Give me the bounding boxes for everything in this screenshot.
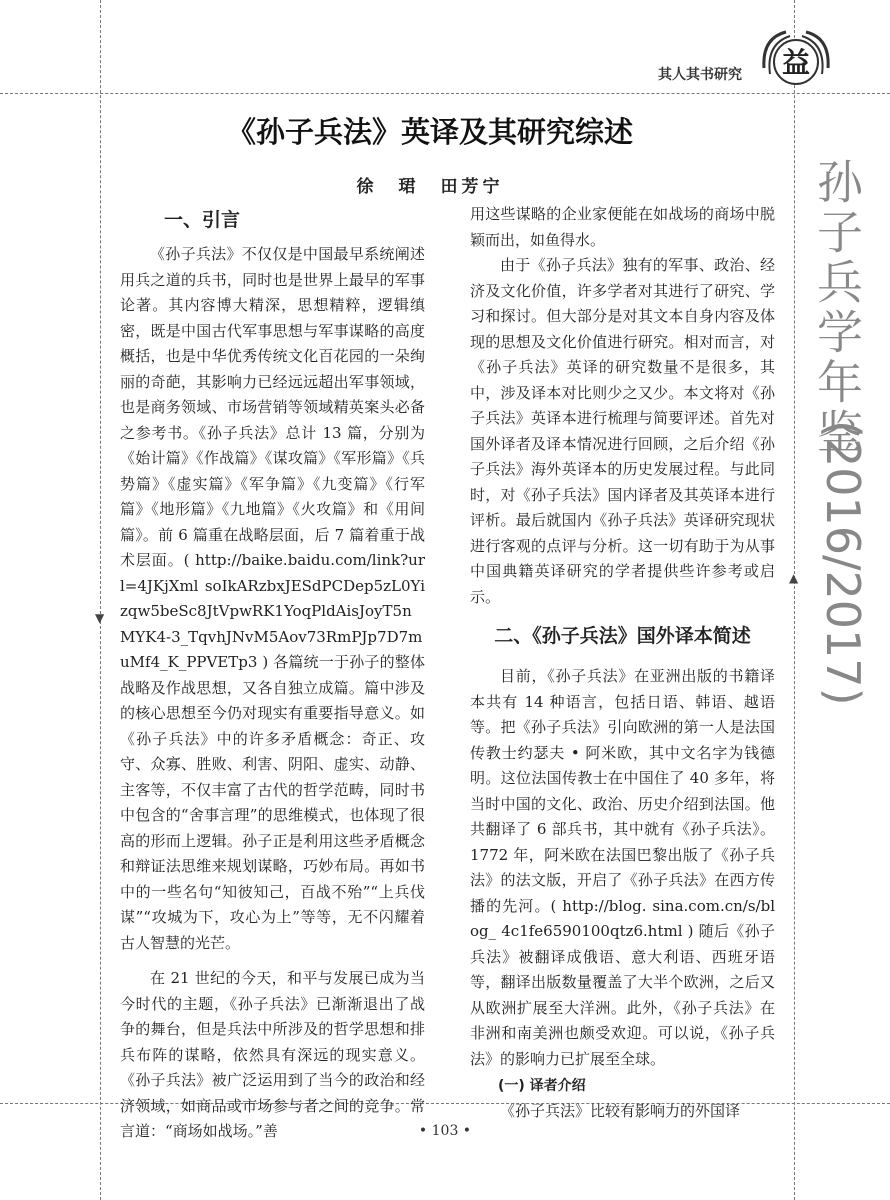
article-authors: 徐 珺 田芳宁 [356, 177, 504, 197]
section-heading-foreign-translations: 二、《孙子兵法》国外译本简述 [494, 625, 751, 647]
running-header: 其人其书研究 [658, 67, 742, 83]
left-column [120, 206, 425, 1140]
yearbook-vertical-year: (2016/2017) [816, 420, 870, 706]
section-heading-introduction: 一、引言 [164, 209, 241, 231]
article-title: 《孙子兵法》英译及其研究综述 [226, 115, 633, 149]
page-number: • 103 • [418, 1123, 472, 1139]
body-paragraph: 《孙子兵法》不仅仅是中国最早系统阐述用兵之道的兵书，同时也是世界上最早的军事论著。其内容博大精深，思想精粹，逻辑缜密，既是中国古代军事思想与军事谋略的高度概括，也是中华优秀传统文化百花园的一朵绚丽的奇葩，其影响力已经远远超出军事领域，也是商务领域、市场营销等领域精英案头必备之参考书。《孙子兵法》总计 13 篇，分别为《始计篇》《作战篇》《谋攻篇》《军形篇》《兵势篇》《虚实篇》《军争篇》《九变篇》《行军篇》《地形篇》《九地篇》《火攻篇》和《用间篇》。前 6 篇重在战略层面，后 7 篇着重于战术层面。( http://baike.baidu.com/link?url=4JKjXml soIkARzbxJESdPCDep5zL0Yizqw5beSc8JtVpwRK1YoqPldAisJoyT5nMYK4-3_TqvhJNvM5Aov73RmPJp7D7muMf4_K_PPVETp3 ) 各篇统一于孙子的整体战略及作战思想，又各自独立成篇。篇中涉及的核心思想至今仍对现实有重要指导意义。如《孙子兵法》中的许多矛盾概念：奇正、攻守、众寡、胜败、利害、阴阳、虚实、动静、主客等，不仅丰富了古代的哲学范畴，同时书中包含的“舍事言理”的思维模式，也体现了很高的形而上逻辑。孙子正是利用这些矛盾概念和辩证法思维来规划谋略，巧妙布局。再如书中的一些名句“知彼知己，百战不殆”“上兵伐谋”“攻城为下，攻心为上”等等，无不闪耀着古人智慧的光芒。 [120, 245, 425, 952]
right-dashed-rule [794, 0, 795, 1200]
right-column [470, 202, 775, 1120]
journal-logo-icon [756, 22, 836, 102]
subsection-heading-translators: (一) 译者介绍 [498, 1078, 586, 1094]
body-paragraph: 用这些谋略的企业家便能在如战场的商场中脱颖而出，如鱼得水。 [470, 205, 775, 249]
body-paragraph: 由于《孙子兵法》独有的军事、政治、经济及文化价值，许多学者对其进行了研究、学习和探讨。但大部分是对其文本自身内容及体现的思想及文化价值进行研究。相对而言，对《孙子兵法》英译的研究数量不是很多，其中，涉及译本对比则少之又少。本文将对《孙子兵法》英译本进行梳理与简要评述。首先对国外译者及译本情况进行回顾，之后介绍《孙子兵法》海外英译本的历史发展过程。与此同时，对《孙子兵法》国内译者及其英译本进行评析。最后就国内《孙子兵法》英译研究现状进行客观的点评与分析。这一切有助于为从事中国典籍英译研究的学者提供些许参考或启示。 [470, 256, 775, 606]
yearbook-vertical-title: 孙子兵学年鉴 [810, 158, 864, 458]
body-paragraph: 在 21 世纪的今天，和平与发展已成为当今时代的主题，《孙子兵法》已渐渐退出了战争的舞台，但是兵法中所涉及的哲学思想和排兵布阵的谋略，依然具有深远的现实意义。《孙子兵法》被广泛运用到了当今的政治和经济领域，如商品或市场参与者之间的竞争。常言道：“商场如战场。”善 [120, 969, 425, 1140]
left-margin-arrow-icon: ▼ [95, 611, 105, 625]
left-dashed-rule [100, 0, 101, 1200]
body-paragraph: 《孙子兵法》比较有影响力的外国译 [500, 1102, 741, 1120]
logo-character: 益 [781, 46, 811, 79]
right-margin-arrow-icon: ▲ [789, 571, 799, 585]
body-paragraph: 目前，《孙子兵法》在亚洲出版的书籍译本共有 14 种语言，包括日语、韩语、越语等。把《孙子兵法》引向欧洲的第一人是法国传教士约瑟夫 • 阿米欧，其中文名字为钱德明。这位法国传教士在中国住了 40 多年，将当时中国的文化、政治、历史介绍到法国。他共翻译了 6 部兵书，其中就有《孙子兵法》。1772 年，阿米欧在法国巴黎出版了《孙子兵法》的法文版，开启了《孙子兵法》在西方传播的先河。( http://blog. sina.com.cn/s/blog_ 4c1fe6590100qtz6.html ) 随后《孙子兵法》被翻译成俄语、意大利语、西班牙语等，翻译出版数量覆盖了大半个欧洲，之后又从欧洲扩展至大洋洲。此外，《孙子兵法》在非洲和南美洲也颇受欢迎。可以说，《孙子兵法》的影响力已扩展至全球。 [470, 667, 775, 1068]
